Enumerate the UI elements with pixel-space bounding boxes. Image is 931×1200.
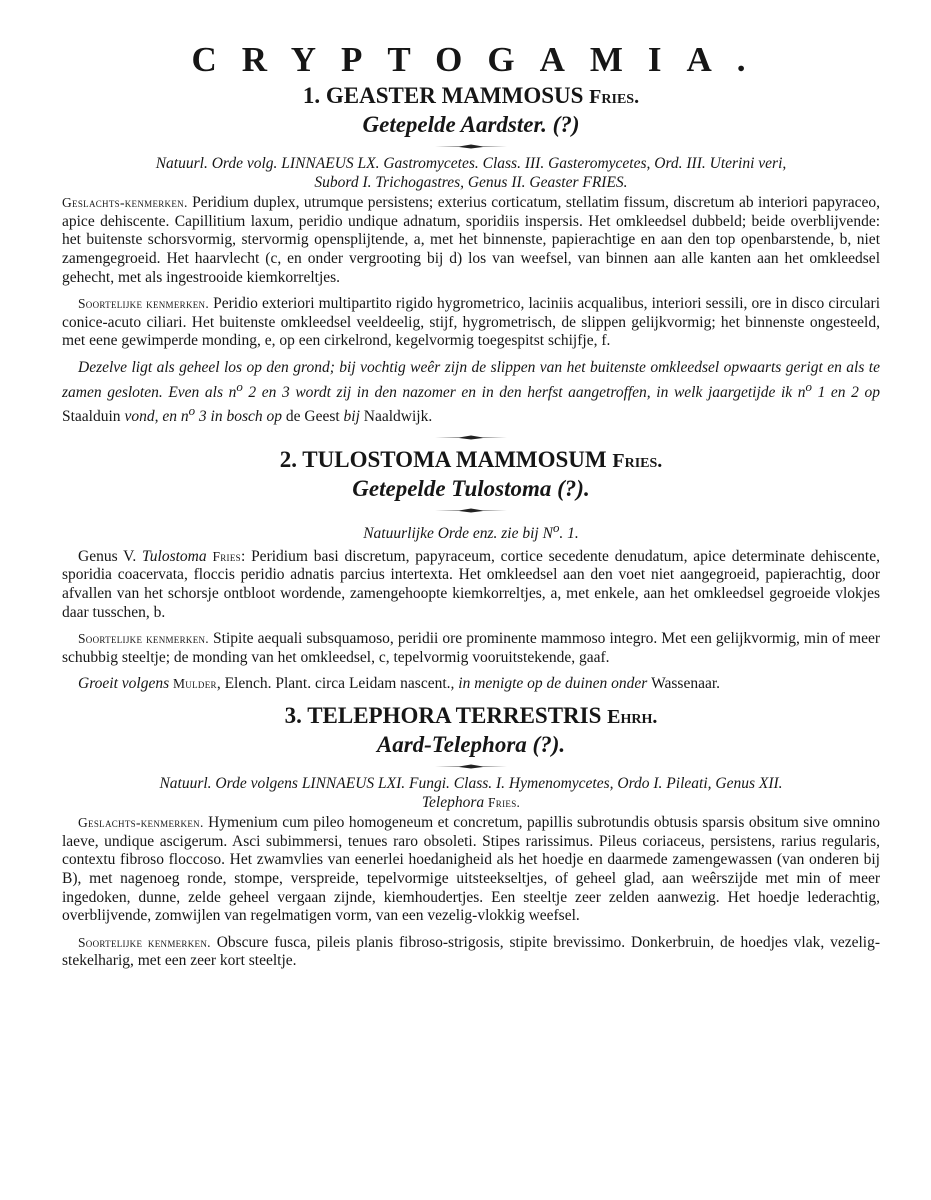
species-label: Soortelijke kenmerken.	[78, 631, 209, 647]
page	[62, 40, 880, 979]
species-name: 3. TELEPHORA TERRESTRIS	[284, 702, 602, 728]
section-title	[62, 446, 880, 475]
ornament-divider	[435, 508, 507, 513]
note-text: vond, en n	[120, 408, 189, 426]
species-text: Stipite aequali subsquamoso, peridii ore prominente mammoso integro. Met een gelijkvormig, min of meer schubbig steeltje; de monding van het omkleedsel, c, tepelvormig vooruitstekende, gaaf.	[62, 630, 881, 666]
note-text: 2 en 3 wordt zij in den nazomer en in den herfst aangetroffen, in welk jaargetijde ik n	[242, 383, 806, 401]
note-sup: o	[805, 378, 812, 394]
section-geaster	[62, 82, 880, 427]
note-text: 1 en 2 op	[811, 383, 881, 401]
place-name: Naaldwijk.	[363, 408, 433, 426]
place-name: Staalduin	[62, 408, 121, 426]
species-text: Obscure fusca, pileis planis fibroso-strigosis, stipite brevissimo. Donkerbruin, de hoedjes vlak, vezelig-stekelharig, met een zeer kort steeltje.	[62, 933, 881, 970]
genus-label: Geslachts-kenmerken.	[78, 815, 204, 831]
species-name: 2. TULOSTOMA MAMMOSUM	[279, 447, 607, 473]
section-tulostoma	[62, 435, 880, 694]
author-name: Fries.	[589, 86, 640, 108]
classification-line: . 1.	[559, 525, 579, 543]
classification	[62, 519, 880, 544]
place-name: de Geest	[285, 408, 340, 426]
place-name: Wassenaar.	[651, 675, 721, 693]
ornament-divider	[435, 435, 507, 440]
habitat-note	[62, 675, 880, 694]
note-sup: o	[188, 403, 196, 419]
genus-text: : Peridium basi discretum, papyraceum, cortice secedente denudatum, apice determinate dehiscente, sporidia coacervata, floccis peridio adnatis parcius intertexta. Het omkleedsel aan den voet niet aangegroeid, papierachtig, door afvallen van het schorsje ontbloot wordende, zamengehoopte kiemkorreltjes, a, met enkele, aan het omkleedsel gegroeide vlokjes daar tusschen, b.	[62, 547, 880, 621]
note-author: Mulder	[173, 676, 217, 692]
species-label: Soortelijke kenmerken.	[78, 934, 211, 950]
genus-text: Hymenium cum pileo homogeneum et concretum, papillis subrotundis obtusis sparsis obsitum sive omnino laeve, undique ascigerum. Asci subimmersi, tenues raro obsoleti. Stipes rarissimus. Pileus coriaceus, persistens, rarius regularis, contextu fibroso floccoso. Het zwamvlies van eenerlei hoedanigheid als het hoedje en daarmede zamengewassen (van onderen bij B), met nagenoeg ronde, stompe, verspreide, tepelvormige uitsteekseltjes, of geheel glad, aan weêrszijde met min of meer ingedoken, dunne, zelde geheel vergaan zijnde, kiemhoudertjes. Een steeltje zeer zelden aanwezig. Het hoedje lederachtig, overblijvende, zomwijlen van regelmatigen vorm, van een vezelig-vlokkig weefsel.	[62, 814, 881, 925]
species-characters	[62, 295, 880, 351]
species-name: 1. GEASTER MAMMOSUS	[302, 83, 584, 108]
genus-author: Fries	[212, 548, 241, 564]
note-text: bij	[339, 408, 364, 426]
author-name: Fries.	[612, 450, 663, 473]
classification-genus: Telephora	[421, 793, 485, 811]
classification-line: Natuurlijke Orde enz. zie bij N	[363, 525, 553, 543]
species-text: Peridio exteriori multipartito rigido hygrometrico, laciniis acqualibus, interiori sessili, ore in disco circulari conice-acuto ciliari. Het buitenste omkleedsel veeldeelig, stijf, hygrometrisch, de slippen gelijkvormig; het binnenste ongesteeld, met eene gewimperde monding, e, op een cirkelrond, kegelvormig toegespitst schijfje, f.	[62, 295, 881, 350]
section-subtitle: Getepelde Tulostoma (?).	[352, 476, 590, 502]
classification-author: Fries.	[487, 794, 521, 810]
genus-characters	[62, 194, 880, 287]
genus-label: Genus V.	[78, 547, 137, 565]
section-title	[62, 702, 880, 731]
classification-sup: o	[552, 520, 560, 536]
running-head: CRYPTOGAMIA.	[191, 40, 771, 79]
note-text: Groeit volgens	[78, 675, 173, 693]
classification-line: Natuurl. Orde volgens LINNAEUS LXI. Fungi. Class. I. Hymenomycetes, Ordo I. Pileati, Genus XII.	[159, 774, 783, 792]
species-characters	[62, 630, 880, 667]
section-subtitle: Getepelde Aardster. (?)	[362, 112, 580, 137]
genus-text: Peridium duplex, utrumque persistens; exterius corticatum, stellatim fissum, discretum ab interiori papyraceo, apice dehiscente. Capillitium laxum, peridio undique adnatum, sporidiis inspersis. Het omkleedsel dubbeld; beide overblijvende: het buitenste schorsvormig, stervormig opensplijtende, a, met het binnenste, papierachtige en aan den top openbarstende, b, niet zamengegroeid. Het haarvlecht (c, en onder vergrooting bij d) los van weefsel, van binnen aan alle kanten aan het omkleedsel gehecht, met als ingestrooide kiemkorreltjes.	[62, 194, 880, 286]
note-text: 3 in bosch op	[195, 408, 286, 426]
classification-line: Natuurl. Orde volg. LINNAEUS LX. Gastromycetes. Class. III. Gasteromycetes, Ord. III. Uterini veri,	[155, 155, 787, 172]
author-name: Ehrh.	[607, 705, 658, 728]
species-label: Soortelijke kenmerken.	[78, 296, 210, 312]
genus-characters	[62, 814, 880, 926]
section-subtitle: Aard-Telephora (?).	[376, 731, 566, 757]
genus-name: Tulostoma	[142, 547, 207, 565]
note-text: , in menigte op de duinen onder	[450, 675, 652, 693]
note-sup: o	[236, 378, 243, 394]
note-text: , Elench. Plant. circa Leidam nascent.	[216, 675, 451, 693]
ornament-divider	[435, 764, 507, 769]
classification-line: Subord I. Trichogastres, Genus II. Geaster FRIES.	[314, 173, 628, 191]
section-title	[62, 82, 880, 111]
genus-label: Geslachts-kenmerken.	[62, 195, 188, 211]
genus-characters	[62, 548, 880, 622]
classification	[62, 155, 880, 192]
note-text: Dezelve ligt als geheel los op den grond; bij vochtig weêr zijn de slippen van het buitenste omkleedsel opwaarts gerigt en als te zamen gesloten. Even als n	[62, 358, 880, 401]
section-telephora	[62, 702, 880, 971]
classification	[62, 775, 880, 812]
species-characters	[62, 934, 880, 971]
habitat-note	[62, 359, 880, 427]
ornament-divider	[435, 144, 507, 149]
